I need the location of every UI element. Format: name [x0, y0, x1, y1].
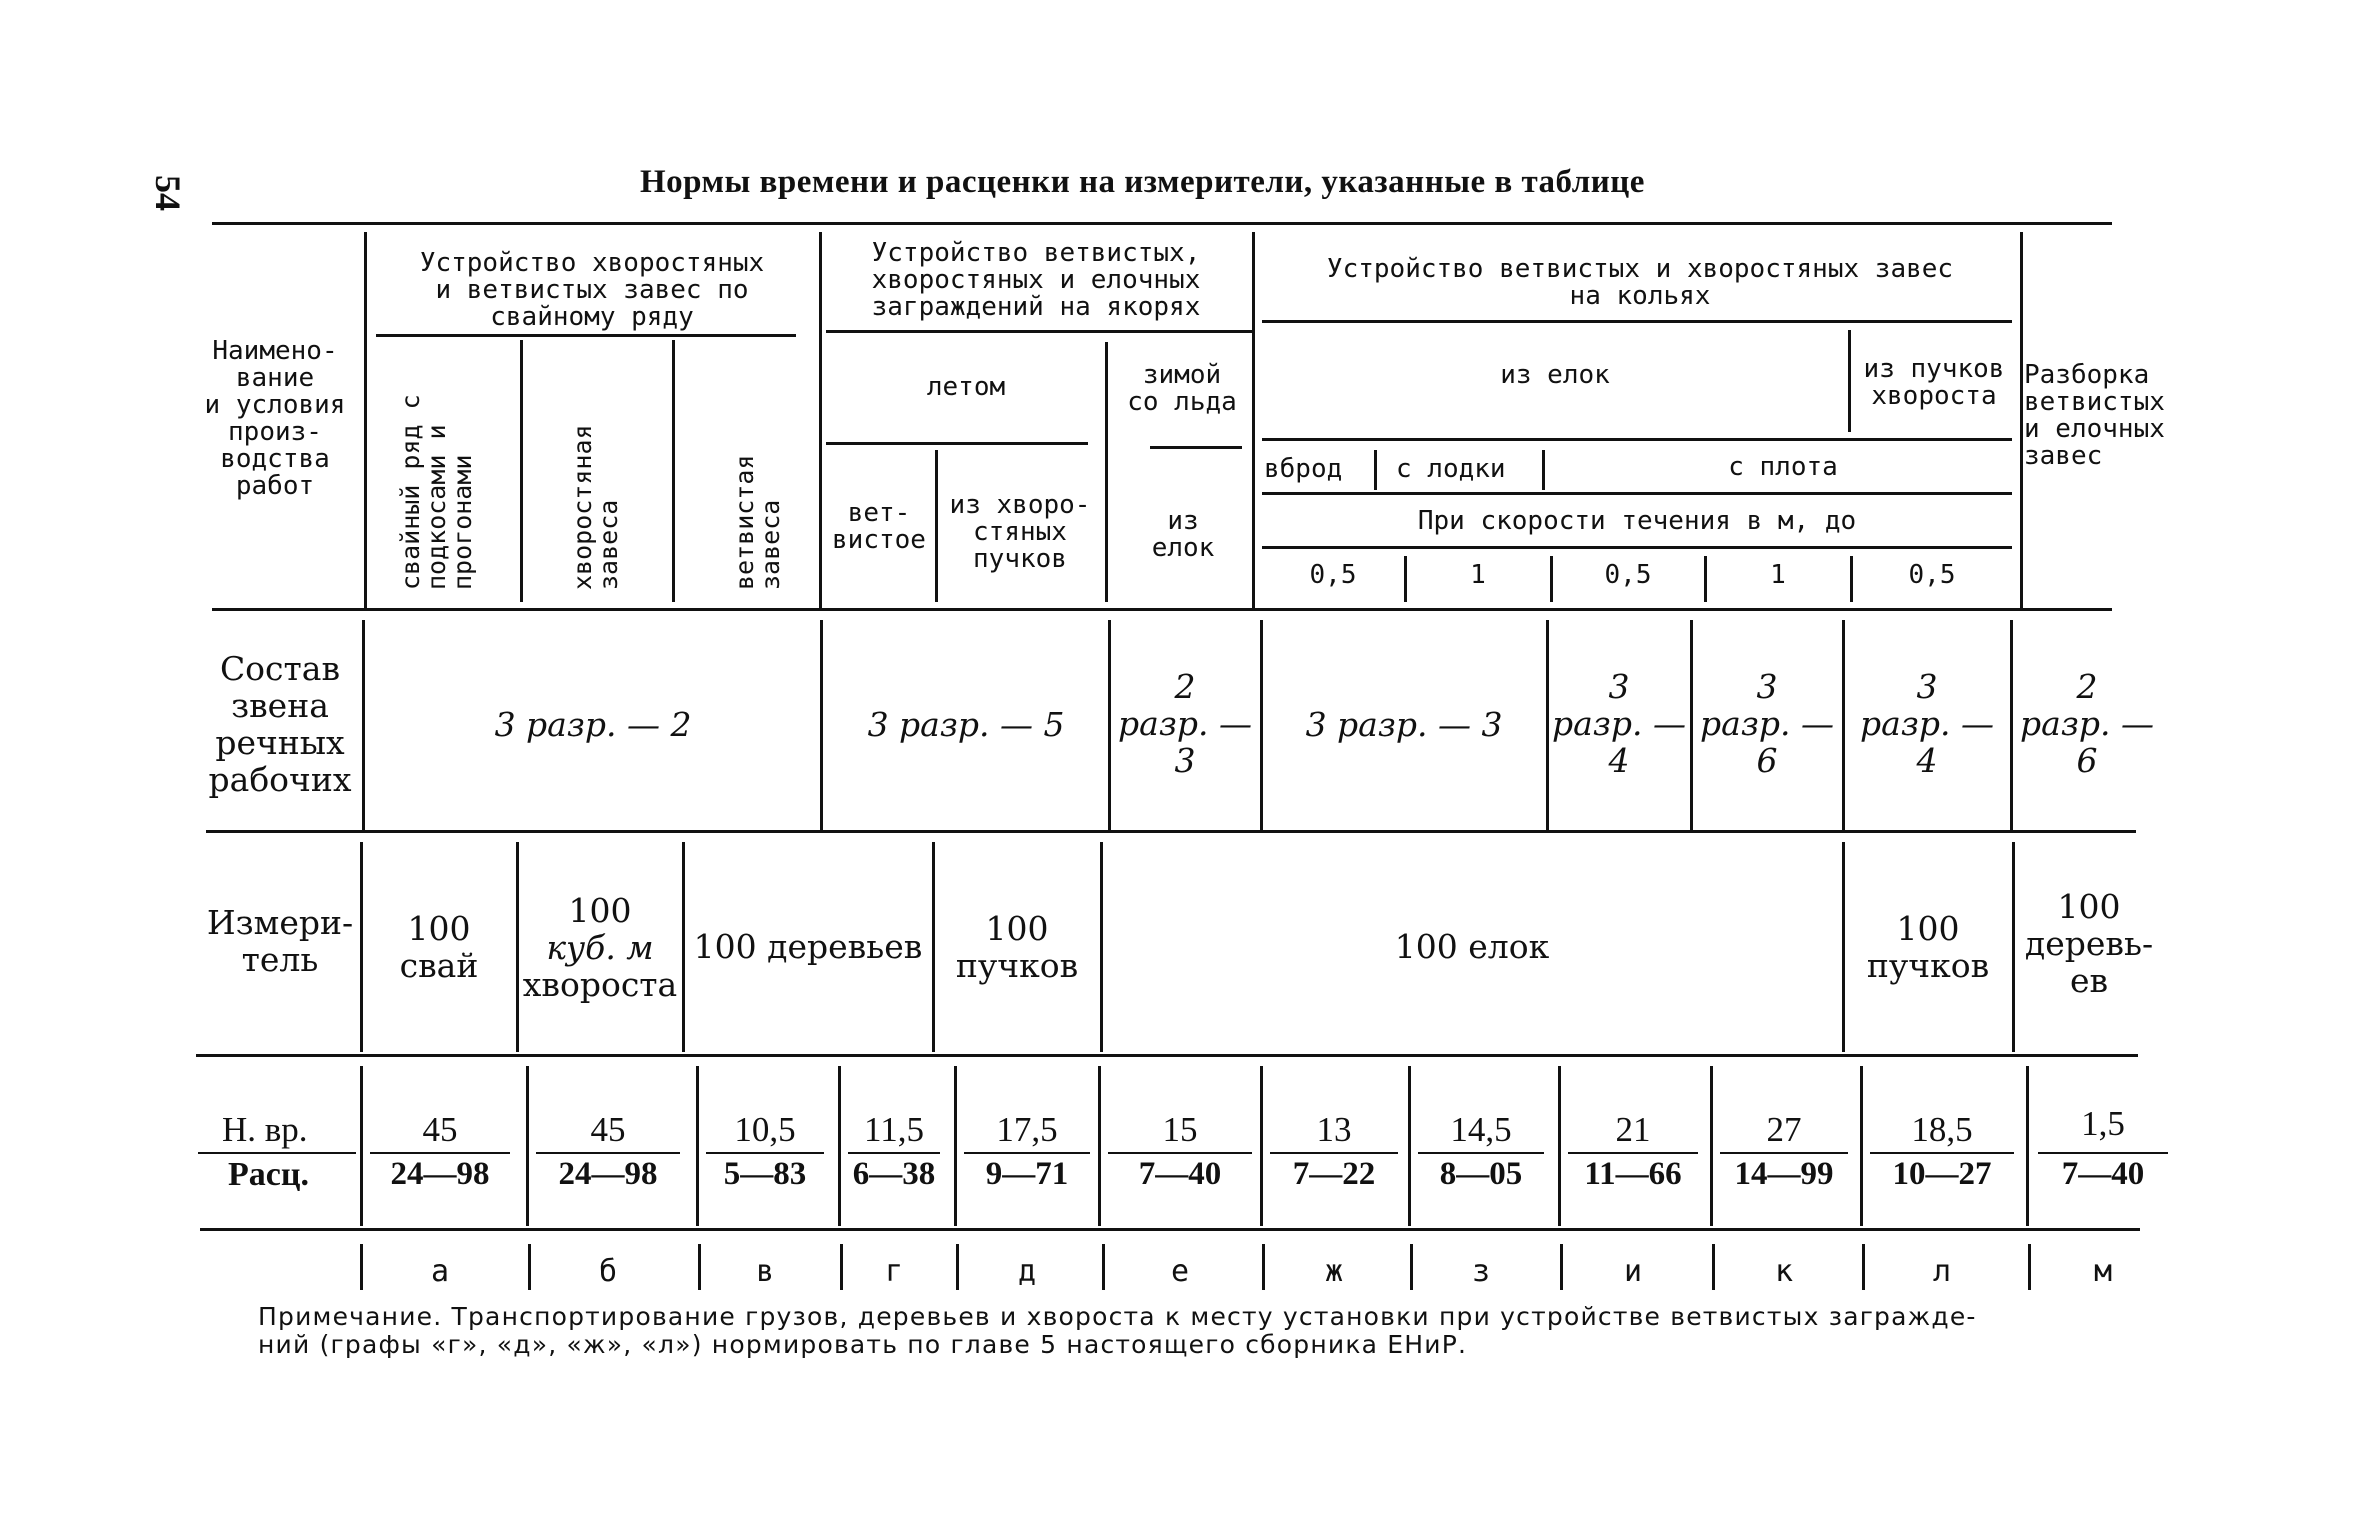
norm-time-value: 14,5: [1450, 1110, 1512, 1149]
group3-divider: [1848, 330, 1851, 432]
column-letter: д: [1017, 1254, 1037, 1289]
group3-rule: [1262, 320, 2012, 323]
norm-fraction-rule: [370, 1152, 510, 1154]
crew-l: 3 разр. — 4: [1860, 667, 1994, 780]
norm-time-value: 27: [1766, 1110, 1802, 1149]
crew-k: 3 разр. — 6: [1700, 667, 1834, 780]
norm-time-value: 18,5: [1911, 1110, 1973, 1149]
group1-col-branchy-curtain: ветвистая завеса: [730, 454, 785, 590]
crew-group1: 3 разр. — 2: [494, 705, 692, 744]
norm-fraction-rule: [2038, 1152, 2168, 1154]
norm-fraction-rule: [848, 1152, 940, 1154]
norm-fraction-rule: [964, 1152, 1090, 1154]
column-letter: г: [884, 1254, 904, 1289]
rate-value: 24—98: [558, 1156, 658, 1192]
rate-value: 7—22: [1292, 1156, 1376, 1192]
header-bottom-rule: [212, 608, 2112, 611]
meter-l: 100 пучков: [1866, 909, 1990, 985]
crew-e: 2 разр. — 3: [1118, 667, 1252, 780]
crew-i: 3 разр. — 4: [1552, 667, 1686, 780]
norms-bottom-rule: [200, 1228, 2140, 1231]
rate-label: Расц.: [228, 1156, 309, 1193]
column-letter: и: [1623, 1254, 1643, 1289]
norm-time-value: 15: [1162, 1110, 1198, 1149]
speed-value: 0,5: [1309, 560, 1357, 590]
norm-time-value: 1,5: [2081, 1104, 2125, 1143]
meter-a: 100 свай: [399, 909, 479, 985]
group3-speed: При скорости течения в м, до: [1417, 506, 1857, 536]
group2-rule: [826, 330, 1252, 333]
meter-label: Измери- тель: [206, 903, 354, 979]
rate-value: 5—83: [723, 1156, 807, 1192]
norm-fraction-rule: [706, 1152, 824, 1154]
group2-title: Устройство ветвистых, хворостяных и елочных заграждений на якорях: [871, 238, 1201, 322]
norm-time-value: 21: [1615, 1110, 1651, 1149]
rate-value: 7—40: [1138, 1156, 1222, 1192]
header-divider: [364, 232, 367, 610]
group3-rule: [1262, 546, 2012, 549]
rate-value: 10—27: [1892, 1156, 1992, 1192]
group3-from-bundles: из пучков хвороста: [1863, 354, 2005, 411]
group3-ford: вброд: [1264, 454, 1343, 484]
meter-b: 100 куб. м хвороста: [522, 891, 678, 1004]
group1-col-brushwood-curtain: хворостяная завеса: [568, 424, 623, 590]
norm-fraction-rule: [1870, 1152, 2014, 1154]
rate-value: 8—05: [1439, 1156, 1523, 1192]
column-letter: л: [1932, 1254, 1952, 1289]
meter-m: 100 деревь- ев: [2024, 887, 2154, 1000]
norms-label-rule: [198, 1152, 356, 1154]
group3-title: Устройство ветвистых и хворостяных завес на кольях: [1326, 254, 1954, 311]
speed-value: 1: [1470, 560, 1486, 590]
page-title: Нормы времени и расценки на измерители, указанные в таблице: [640, 164, 1645, 200]
meter-bottom-rule: [196, 1054, 2138, 1057]
column-letter: а: [430, 1254, 450, 1289]
header-name-conditions: Наимено- вание и условия произ- водства работ: [204, 336, 346, 501]
group3-rule: [1262, 438, 2012, 441]
group2-winter: зимой со льда: [1127, 360, 1237, 417]
column-letter: м: [2093, 1254, 2113, 1289]
header-divider: [819, 232, 822, 610]
group3-from-raft: с плота: [1728, 452, 1838, 482]
norm-time-value: 17,5: [996, 1110, 1058, 1149]
table-top-rule: [212, 222, 2112, 225]
group3-rule: [1262, 492, 2012, 495]
group1-col-pile-row: свайный ряд с подкосами и прогонами: [396, 394, 477, 590]
norm-fraction-rule: [1720, 1152, 1848, 1154]
column-letter: к: [1774, 1254, 1794, 1289]
norm-time-value: 10,5: [734, 1110, 796, 1149]
column-letter: в: [755, 1254, 775, 1289]
norm-fraction-rule: [1108, 1152, 1252, 1154]
group3-divider: [1542, 450, 1545, 490]
header-divider: [2020, 232, 2023, 610]
crew-divider: [362, 620, 365, 830]
meter-ek: 100 елок: [1394, 927, 1550, 966]
column-letter: е: [1170, 1254, 1190, 1289]
column-letter: з: [1471, 1254, 1491, 1289]
norm-fraction-rule: [1418, 1152, 1544, 1154]
crew-m: 2 разр. — 6: [2020, 667, 2154, 780]
norm-fraction-rule: [1270, 1152, 1398, 1154]
speed-value: 1: [1770, 560, 1786, 590]
norm-time-value: 13: [1316, 1110, 1352, 1149]
norm-time-value: 45: [422, 1110, 458, 1149]
norm-fraction-rule: [536, 1152, 680, 1154]
hvr-label: Н. вр.: [222, 1110, 308, 1149]
rate-value: 24—98: [390, 1156, 490, 1192]
meter-vg: 100 деревьев: [693, 927, 923, 966]
norm-fraction-rule: [1568, 1152, 1698, 1154]
speed-value: 0,5: [1604, 560, 1652, 590]
crew-label: Состав звена речных рабочих: [208, 649, 352, 799]
group1-divider: [520, 340, 523, 602]
group2-rule: [826, 442, 1088, 445]
rate-value: 6—38: [852, 1156, 936, 1192]
crew-zh-z: 3 разр. — 3: [1305, 705, 1503, 744]
column-letter: ж: [1324, 1254, 1344, 1289]
speed-value: 0,5: [1908, 560, 1956, 590]
note-line-1: Примечание. Транспортирование грузов, деревьев и хвороста к месту установки при устройстве ветвистых загражде-: [258, 1302, 1977, 1331]
norms-divider: [2026, 1066, 2029, 1226]
note-line-2: ний (графы «г», «д», «ж», «л») нормировать по главе 5 настоящего сборника ЕНиР.: [258, 1330, 1468, 1359]
group2-summer: летом: [926, 372, 1006, 402]
header-divider: [1252, 232, 1255, 610]
rate-value: 7—40: [2061, 1156, 2145, 1192]
norm-time-value: 11,5: [864, 1110, 924, 1149]
crew-group2: 3 разр. — 5: [867, 705, 1065, 744]
crew-divider: [820, 620, 823, 830]
group2-from-brushwood: из хворо- стяных пучков: [949, 490, 1091, 574]
group4-title: Разборка ветвистых и елочных завес: [2024, 360, 2165, 471]
rate-value: 11—66: [1584, 1156, 1682, 1192]
crew-bottom-rule: [206, 830, 2136, 833]
group2-branchy: вет- вистое: [832, 498, 926, 555]
group1-title: Устройство хворостяных и ветвистых завес по свайному ряду: [419, 248, 765, 332]
meter-d: 100 пучков: [955, 909, 1079, 985]
group1-divider: [672, 340, 675, 602]
group2-rule: [1150, 446, 1242, 449]
norm-time-value: 45: [590, 1110, 626, 1149]
group3-divider: [1374, 450, 1377, 490]
rate-value: 14—99: [1734, 1156, 1834, 1192]
column-letter: б: [598, 1254, 618, 1289]
group2-divider: [935, 450, 938, 602]
group1-rule: [376, 334, 796, 337]
rate-value: 9—71: [985, 1156, 1069, 1192]
group3-from-firs: из елок: [1500, 360, 1610, 390]
group3-from-boat: с лодки: [1396, 454, 1506, 484]
group2-from-firs: из елок: [1151, 506, 1215, 563]
page-number: 54: [148, 175, 188, 211]
